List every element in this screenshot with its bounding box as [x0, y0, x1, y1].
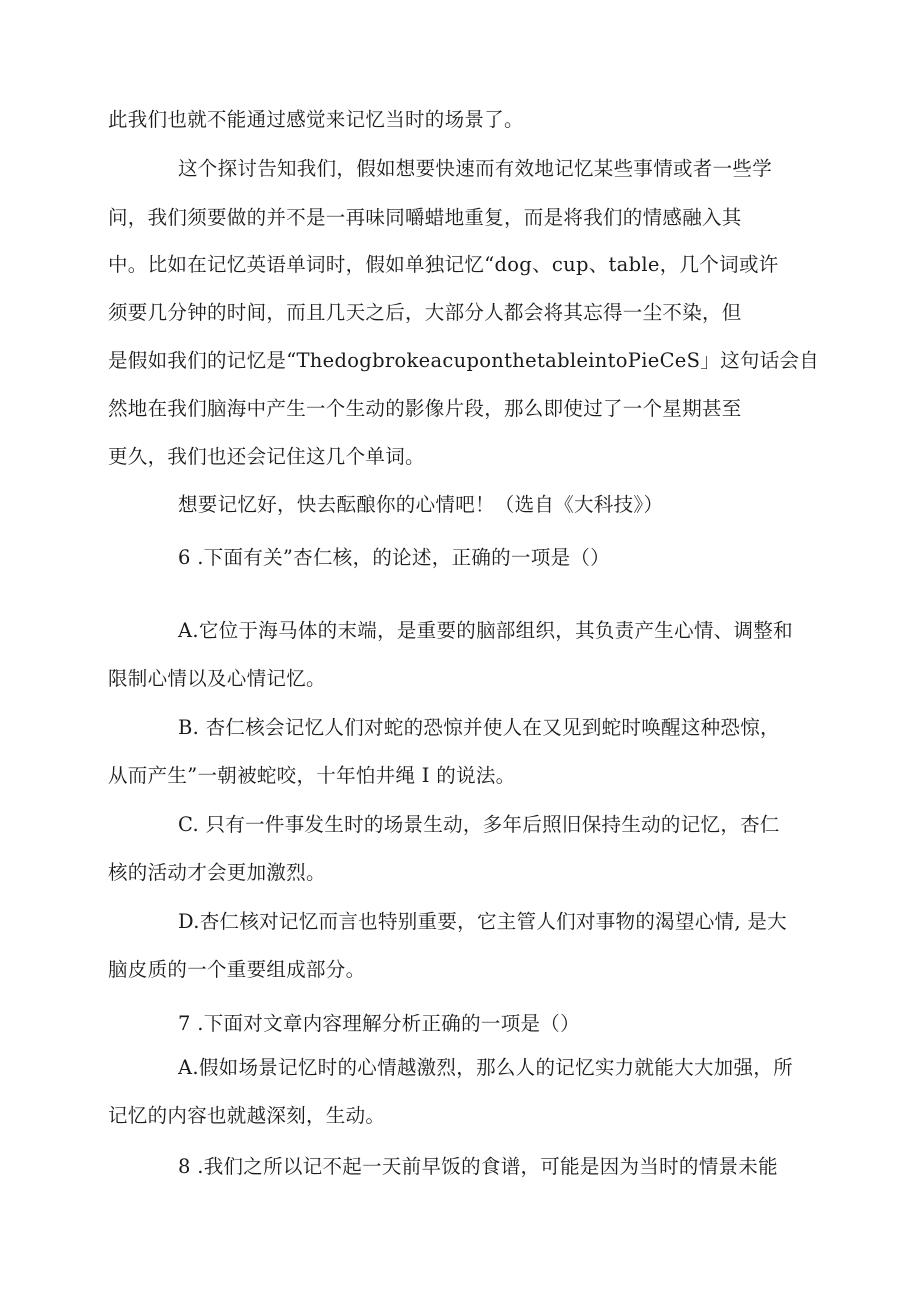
question-7-option-a-line-2: 记忆的内容也就越深刻，生动。 — [108, 1104, 386, 1127]
question-6-option-d-line-2: 脑皮质的一个重要组成部分。 — [108, 958, 366, 981]
paragraph-research-line-4: 须要几分钟的时间，而且几天之后，大部分人都会将其忘得一尘不染，但 — [108, 301, 742, 324]
paragraph-research-line-1: 这个探讨告知我们，假如想要快速而有效地记忆某些事情或者一些学 — [178, 157, 773, 180]
question-6-option-b-line-1: B. 杏仁核会记忆人们对蛇的恐惊并使人在又见到蛇时唤醒这种恐惊， — [178, 716, 780, 739]
paragraph-research-line-5: 是假如我们的记忆是“ThedogbrokeacuponthetableintoPieCeS」这句话会自 — [108, 349, 820, 372]
question-6-stem: 6 .下面有关”杏仁核，的论述，正确的一项是（） — [178, 546, 610, 569]
paragraph-intro-end: 此我们也就不能通过感觉来记忆当时的场景了。 — [108, 108, 524, 131]
paragraph-research-line-3: 中。比如在记忆英语单词时，假如单独记忆“dog、cup、table，几个词或许 — [108, 253, 779, 276]
question-6-option-a-line-1: A.它位于海马体的末端，是重要的脑部组织，其负责产生心情、调整和 — [178, 619, 793, 642]
paragraph-conclusion: 想要记忆好，快去酝酿你的心情吧！（选自《大科技》） — [178, 493, 664, 516]
question-6-option-b-line-2: 从而产生”一朝被蛇咬，十年怕井绳 I 的说法。 — [108, 764, 516, 787]
question-7-option-a-line-1: A.假如场景记忆时的心情越激烈，那么人的记忆实力就能大大加强，所 — [178, 1056, 793, 1079]
question-7-stem: 7 .下面对文章内容理解分析正确的一项是（） — [178, 1012, 580, 1035]
question-6-option-c-line-2: 核的活动才会更加激烈。 — [108, 861, 326, 884]
question-6-option-a-line-2: 限制心情以及心情记忆。 — [108, 667, 326, 690]
paragraph-research-line-6: 然地在我们脑海中产生一个生动的影像片段，那么即使过了一个星期甚至 — [108, 397, 742, 420]
paragraph-research-line-7: 更久，我们也还会记住这几个单词。 — [108, 445, 425, 468]
question-8-stem: 8 .我们之所以记不起一天前早饭的食谱，可能是因为当时的情景未能 — [178, 1155, 778, 1178]
question-6-option-c-line-1: C. 只有一件事发生时的场景生动，多年后照旧保持生动的记忆，杏仁 — [178, 813, 780, 836]
question-6-option-d-line-1: D.杏仁核对记忆而言也特别重要，它主管人们对事物的渴望心情, 是大 — [178, 910, 787, 933]
paragraph-research-line-2: 问，我们须要做的并不是一再味同嚼蜡地重复，而是将我们的情感融入其 — [108, 206, 742, 229]
